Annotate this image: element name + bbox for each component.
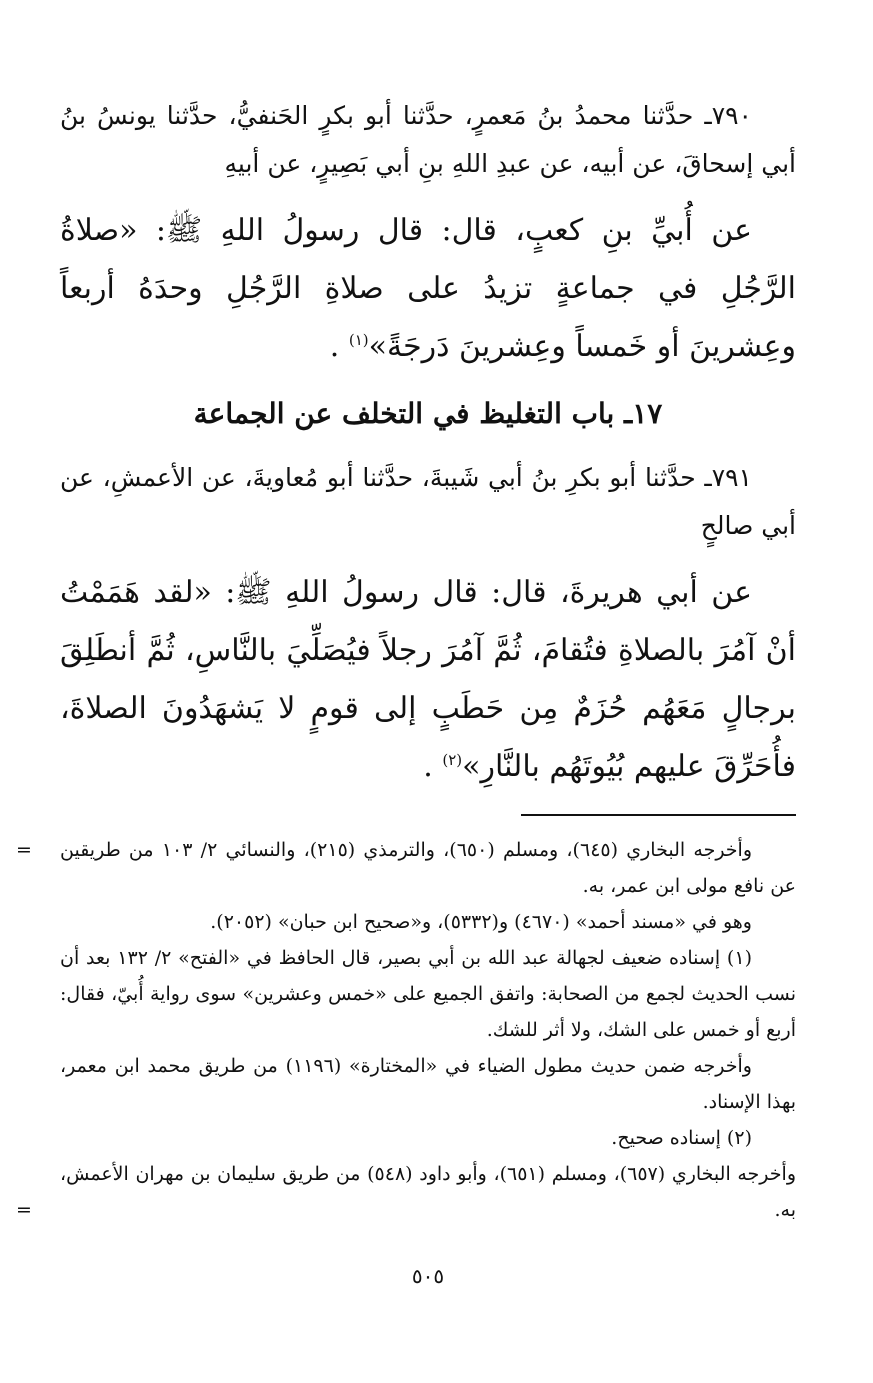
hadith-791-isnad: [60, 454, 796, 550]
hadith-791-isnad-text: ٧٩١ـ حدَّثنا أبو بكرِ بنُ أبي شَيبةَ، حدَّثنا أبو مُعاويةَ، عن الأعمشِ، عن أبي صالحٍ: [60, 463, 796, 540]
footnote-line-text: وهو في «مسند أحمد» (٤٦٧٠) و(٥٣٣٢)، و«صحيح ابن حبان» (٢٠٥٢).: [210, 911, 752, 933]
hadith-791-end: .: [423, 749, 443, 784]
page-content: [16, 92, 796, 1296]
footnote-2-extra: [60, 1156, 796, 1228]
footnote-1-extra-text: وأخرجه ضمن حديث مطول الضياء في «المختارة» (١١٩٦) من طريق محمد ابن معمر، بهذا الإسناد.: [60, 1055, 796, 1113]
hadith-790-isnad-text: ٧٩٠ـ حدَّثنا محمدُ بنُ مَعمرٍ، حدَّثنا أبو بكرٍ الحَنفيُّ، حدَّثنا يونسُ بنُ أبي إسحاقَ، عن أبيه، عن عبدِ اللهِ بنِ أبي بَصِيرٍ، عن أبيهِ: [60, 101, 796, 178]
footnote-ref-2[interactable]: (٢): [442, 751, 463, 769]
footnote-2-extra-text: وأخرجه البخاري (٦٥٧)، ومسلم (٦٥١)، وأبو داود (٥٤٨) من طريق سليمان بن مهران الأعمش، به.: [60, 1163, 796, 1221]
hadith-790-end: .: [329, 329, 349, 364]
trailing-marker: =: [16, 1199, 32, 1221]
footnote-2-extra-wrap: [16, 1156, 796, 1228]
page-number: ٥٠٥: [411, 1264, 445, 1288]
footnote-1-text: (١) إسناده ضعيف لجهالة عبد الله بن أبي بصير، قال الحافظ في «الفتح» ٢/ ١٣٢ بعد أن نسب الحديث لجمع من الصحابة: واتفق الجميع على «خمس وعشرين» سوى رواية أُبيّ، فقال: أربع أو خمس على الشك، ولا أثر للشك.: [60, 947, 796, 1041]
footnote-continuation: [60, 832, 796, 904]
footnote-2: [60, 1120, 796, 1156]
chapter-title: ١٧ـ باب التغليظ في التخلف عن الجماعة: [193, 397, 663, 430]
hadith-791-matn-text: عن أبي هريرةَ، قال: قال رسولُ اللهِ ﷺ: «لقد هَمَمْتُ أنْ آمُرَ بالصلاةِ فتُقامَ، ثُمَّ آمُرَ رجلاً فيُصَلِّيَ بالنَّاسِ، ثُمَّ أنطَلِقَ برجالٍ مَعَهُم حُزَمٌ مِن حَطَبٍ إلى قومٍ لا يَشهَدُونَ الصلاةَ، فأُحَرِّقَ عليهم بُيُوتَهُم بالنَّارِ»: [60, 575, 796, 784]
footnote-separator: [521, 814, 796, 816]
hadith-791-matn: [60, 564, 796, 796]
hadith-790-matn-text: عن أُبيِّ بنِ كعبٍ، قال: قال رسولُ اللهِ ﷺ: «صلاةُ الرَّجُلِ في جماعةٍ تزيدُ على صلاةِ الرَّجُلِ وحدَهُ أربعاً وعِشرينَ أو خَمساً وعِشرينَ دَرجَةً»: [60, 213, 796, 364]
footnote-1-extra: [60, 1048, 796, 1120]
footnote-1: [60, 940, 796, 1048]
footnotes: [16, 832, 796, 1228]
hadith-790-isnad: [60, 92, 796, 188]
hadith-790-matn: [60, 202, 796, 376]
footnote-line: [60, 904, 796, 940]
footnote-2-text: (٢) إسناده صحيح.: [611, 1127, 752, 1149]
continuation-marker: =: [16, 839, 32, 861]
footnote-continuation-text: وأخرجه البخاري (٦٤٥)، ومسلم (٦٥٠)، والترمذي (٢١٥)، والنسائي ٢/ ١٠٣ من طريقين عن نافع مولى ابن عمر، به.: [60, 839, 796, 897]
footnote-ref-1[interactable]: (١): [348, 331, 369, 349]
